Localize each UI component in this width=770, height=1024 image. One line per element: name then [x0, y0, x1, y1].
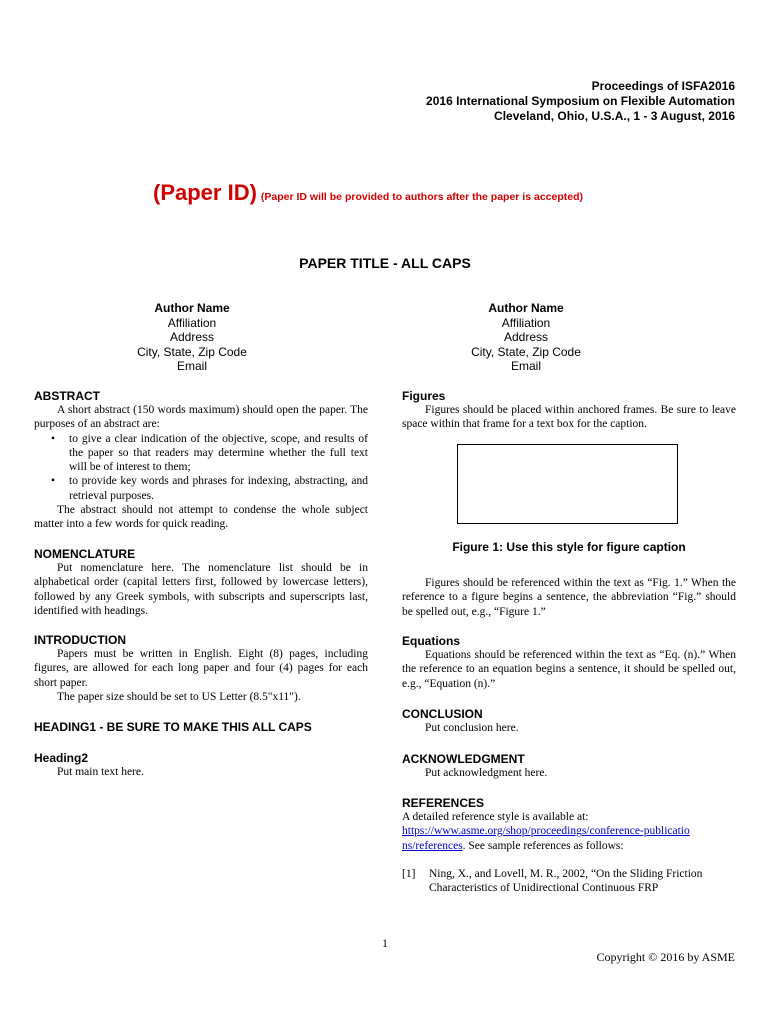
nomenclature-section	[34, 547, 368, 618]
reference-item	[402, 867, 736, 896]
author-affiliation: Affiliation	[167, 315, 217, 330]
references-heading: REFERENCES	[402, 796, 485, 810]
references-style-link[interactable]: https://www.asme.org/shop/proceedings/conference-publications/references	[402, 825, 690, 852]
author-affiliation: Affiliation	[501, 315, 551, 330]
page-number: 1	[382, 936, 388, 950]
abstract-closing: The abstract should not attempt to condense the whole subject matter into a few words for quick reading.	[34, 504, 368, 531]
introduction-heading: INTRODUCTION	[34, 633, 126, 647]
equations-heading: Equations	[402, 634, 461, 648]
figures-section	[402, 389, 736, 432]
abstract-section	[34, 389, 368, 532]
conclusion-text: Put conclusion here.	[425, 722, 519, 734]
heading2: Heading2	[34, 751, 89, 765]
paper-id	[153, 180, 583, 206]
author-name: Author Name	[154, 301, 230, 315]
author-block-1	[82, 301, 302, 374]
acknowledgment-text: Put acknowledgment here.	[425, 767, 548, 779]
abstract-heading: ABSTRACT	[34, 389, 100, 403]
heading1-section	[34, 720, 368, 734]
figures-heading: Figures	[402, 389, 446, 403]
header-line-3: Cleveland, Ohio, U.S.A., 1 - 3 August, 2016	[494, 109, 735, 123]
author-address: Address	[503, 330, 549, 344]
conclusion-heading: CONCLUSION	[402, 707, 483, 721]
introduction-paragraph-1: Papers must be written in English. Eight (8) pages, including figures, are allowed for each long paper and four (4) pages for each short paper.	[34, 648, 368, 689]
introduction-section	[34, 633, 368, 704]
paper-title: PAPER TITLE - ALL CAPS	[299, 255, 471, 271]
paper-id-label: (Paper ID)	[153, 180, 257, 205]
reference-number: [1]	[402, 867, 416, 880]
figure-caption: Figure 1: Use this style for figure caption	[452, 540, 686, 554]
figures-text: Figures should be placed within anchored frames. Be sure to leave space within that frame for a text box for the caption.	[402, 404, 736, 431]
author-address: Address	[169, 330, 215, 344]
heading1: HEADING1 - BE SURE TO MAKE THIS ALL CAPS	[34, 720, 312, 734]
references-intro: A detailed reference style is available at:	[402, 811, 589, 823]
equations-section	[402, 634, 736, 691]
nomenclature-heading: NOMENCLATURE	[34, 547, 136, 561]
author-email: Email	[510, 359, 541, 373]
equations-text: Equations should be referenced within the text as “Eq. (n).” When the reference to an equation begins a sentence, it should be spelled out, e.g., “Equation (n).”	[402, 649, 736, 690]
abstract-bullet: • to give a clear indication of the objective, scope, and results of the paper so that readers may determine whether the full text will be of interest to them;	[69, 432, 368, 475]
heading2-text: Put main text here.	[57, 766, 144, 778]
author-block-2	[416, 301, 636, 374]
author-email: Email	[176, 359, 207, 373]
copyright-notice: Copyright © 2016 by ASME	[596, 950, 735, 964]
author-city: City, State, Zip Code	[471, 344, 581, 359]
figure-frame	[457, 444, 678, 524]
abstract-bullet-list	[34, 432, 368, 503]
acknowledgment-heading: ACKNOWLEDGMENT	[402, 752, 525, 766]
references-link-paragraph	[402, 824, 692, 853]
abstract-intro: A short abstract (150 words maximum) should open the paper. The purposes of an abstract are:	[34, 404, 368, 431]
reference-text: Ning, X., and Lovell, M. R., 2002, “On the Sliding Friction Characteristics of Unidirectional Continuous FRP	[429, 867, 703, 895]
conclusion-section	[402, 707, 736, 735]
proceedings-header	[235, 79, 735, 124]
header-line-2: 2016 International Symposium on Flexible Automation	[426, 94, 735, 108]
paper-id-note: (Paper ID will be provided to authors after the paper is accepted)	[260, 191, 583, 203]
figures-reference-text: Figures should be referenced within the text as “Fig. 1.” When the reference to a figure begins a sentence, the abbreviation “Fig.” should be spelled out, e.g., “Figure 1.”	[402, 577, 736, 618]
abstract-bullet: • to provide key words and phrases for indexing, abstracting, and retrieval purposes.	[69, 474, 368, 503]
references-after-link: . See sample references as follows:	[462, 839, 624, 852]
heading2-section	[34, 751, 368, 779]
author-name: Author Name	[488, 301, 564, 315]
references-section	[402, 796, 736, 895]
introduction-paragraph-2: The paper size should be set to US Letter (8.5"x11").	[57, 690, 301, 703]
nomenclature-text: Put nomenclature here. The nomenclature list should be in alphabetical order (capital letters first, followed by lowercase letters), followed by any Greek symbols, with subscripts and superscripts last, identified with headings.	[34, 562, 368, 617]
author-city: City, State, Zip Code	[137, 344, 247, 359]
figures-reference-section	[402, 576, 736, 619]
header-line-1: Proceedings of ISFA2016	[591, 79, 735, 93]
acknowledgment-section	[402, 752, 736, 780]
